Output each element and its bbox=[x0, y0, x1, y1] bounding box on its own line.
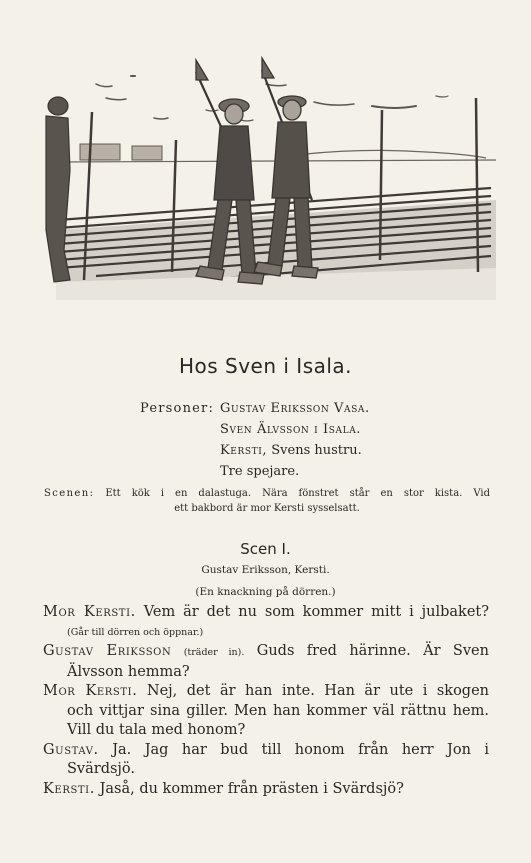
stage-direction: (träder in). bbox=[183, 647, 245, 658]
speech: Jaså, du kommer från prästen i Svärdsjö? bbox=[99, 780, 404, 797]
illustration bbox=[36, 50, 496, 300]
speech: Svärdsjö. bbox=[67, 761, 136, 777]
speaker: Gustav Eriksson bbox=[43, 643, 172, 659]
scene-text: ett bakbord är mor Kersti sysselsatt. bbox=[174, 503, 360, 514]
scene-text: Ett kök i en dalastuga. Nära fönstret står en stor kista. Vid bbox=[105, 488, 490, 499]
stage-direction: (Går till dörren och öppnar.) bbox=[67, 626, 204, 638]
speaker: Mor Kersti. bbox=[43, 604, 136, 620]
speech: Vem är det nu som kommer mitt i julbaket? bbox=[143, 604, 490, 620]
speech: Ja. Jag har bud till honom från herr Jon i bbox=[112, 741, 489, 758]
cast-member: Gustav Eriksson Vasa. bbox=[220, 401, 370, 416]
scene-persons: Gustav Eriksson, Kersti. bbox=[201, 564, 330, 576]
scene-stage-direction: (En knackning på dörren.) bbox=[195, 586, 336, 598]
cast-member: Tre spejare. bbox=[220, 464, 300, 479]
cast-list bbox=[140, 398, 370, 482]
speech: Guds fred härinne. Är Sven bbox=[256, 643, 489, 659]
dialogue bbox=[43, 603, 489, 799]
cast-member-desc: Svens hustru. bbox=[271, 443, 362, 458]
cast-member: Kersti, bbox=[220, 443, 268, 458]
scene-description bbox=[44, 486, 490, 516]
speech: Vill du tala med honom? bbox=[67, 722, 246, 738]
cast-member: Sven Älvsson i Isala. bbox=[220, 422, 362, 437]
speaker: Gustav. bbox=[43, 741, 99, 758]
speech: Nej, det är han inte. Han är ute i skogen bbox=[146, 683, 490, 699]
scene-heading: Scen I. bbox=[240, 540, 291, 558]
speech: och vittjar sina giller. Men han kommer väl rättnu hem. bbox=[67, 702, 489, 719]
speaker: Mor Kersti. bbox=[43, 683, 138, 699]
page-title: Hos Sven i Isala. bbox=[178, 354, 353, 378]
speaker: Kersti. bbox=[43, 780, 95, 797]
scene-label: Scenen: bbox=[44, 488, 95, 499]
speech: Älvsson hemma? bbox=[67, 663, 190, 680]
cast-label: Personer: bbox=[140, 401, 215, 416]
